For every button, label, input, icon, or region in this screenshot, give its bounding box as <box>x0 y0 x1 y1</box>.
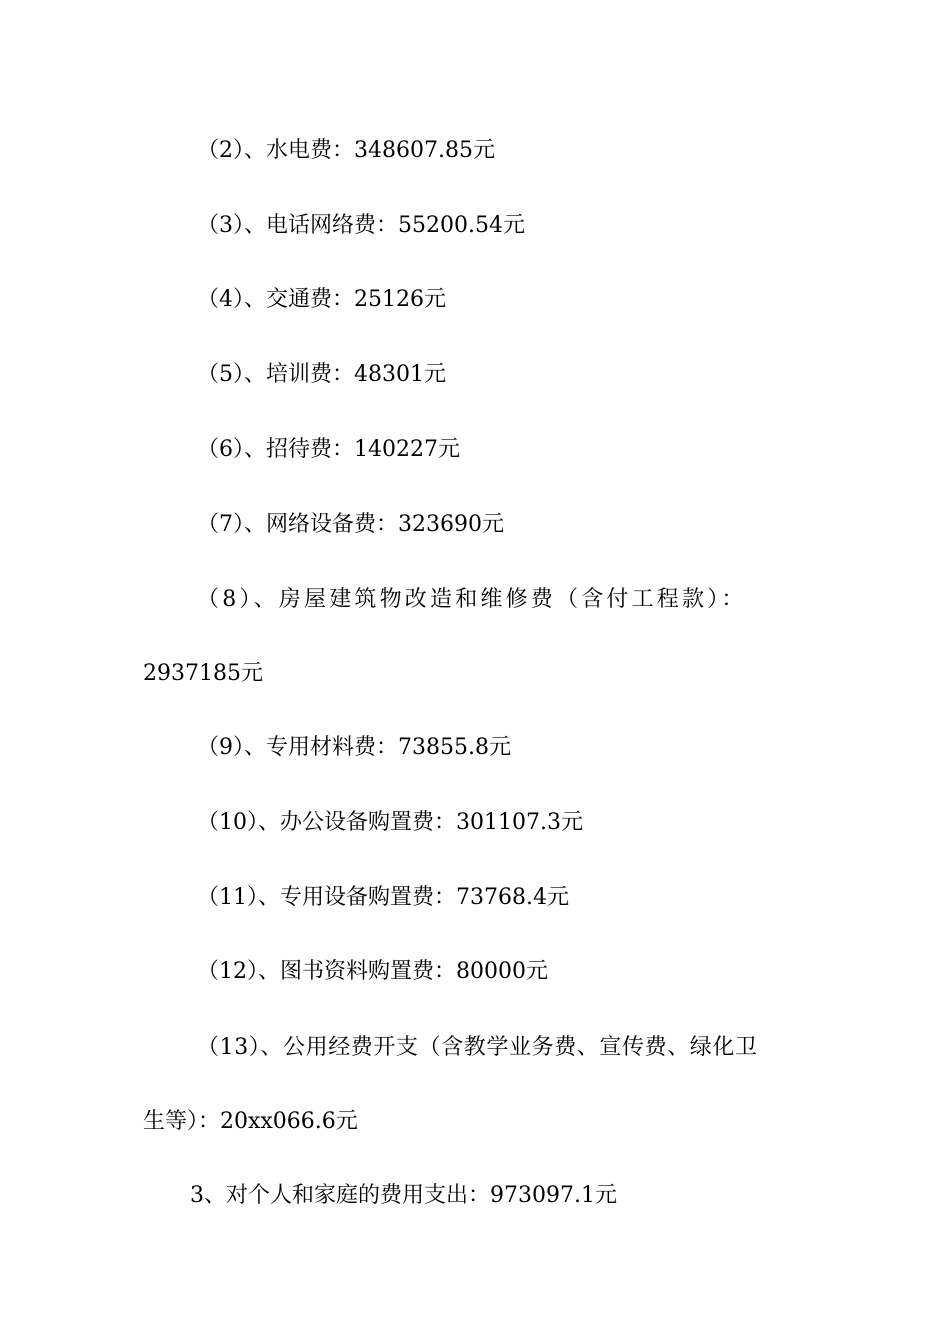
expense-item-hospitality: （6）、招待费：140227元 <box>197 437 460 462</box>
expense-section-individuals-families: 3、对个人和家庭的费用支出：973097.1元 <box>190 1183 617 1208</box>
expense-item-building-renovation-amount: 2937185元 <box>143 661 263 686</box>
expense-item-special-materials: （9）、专用材料费：73855.8元 <box>197 735 511 760</box>
expense-item-public-funds-amount: 生等）：20xx066.6元 <box>143 1109 358 1134</box>
expense-item-building-renovation-label: （8）、房屋建筑物改造和维修费（含付工程款）： <box>197 587 747 612</box>
expense-item-training: （5）、培训费：48301元 <box>197 362 446 387</box>
expense-item-public-funds: （13）、公用经费开支（含教学业务费、宣传费、绿化卫 <box>197 1035 758 1060</box>
expense-item-transportation: （4）、交通费：25126元 <box>197 287 446 312</box>
expense-item-telephone-network: （3）、电话网络费：55200.54元 <box>197 213 525 238</box>
expense-item-office-equipment: （10）、办公设备购置费：301107.3元 <box>197 810 583 835</box>
expense-item-network-equipment: （7）、网络设备费：323690元 <box>197 512 504 537</box>
expense-item-building-renovation <box>197 585 807 615</box>
expense-item-water-electricity: （2）、水电费：348607.85元 <box>197 138 495 163</box>
expense-item-books-materials: （12）、图书资料购置费：80000元 <box>197 959 548 984</box>
expense-item-special-equipment: （11）、专用设备购置费：73768.4元 <box>197 885 569 910</box>
